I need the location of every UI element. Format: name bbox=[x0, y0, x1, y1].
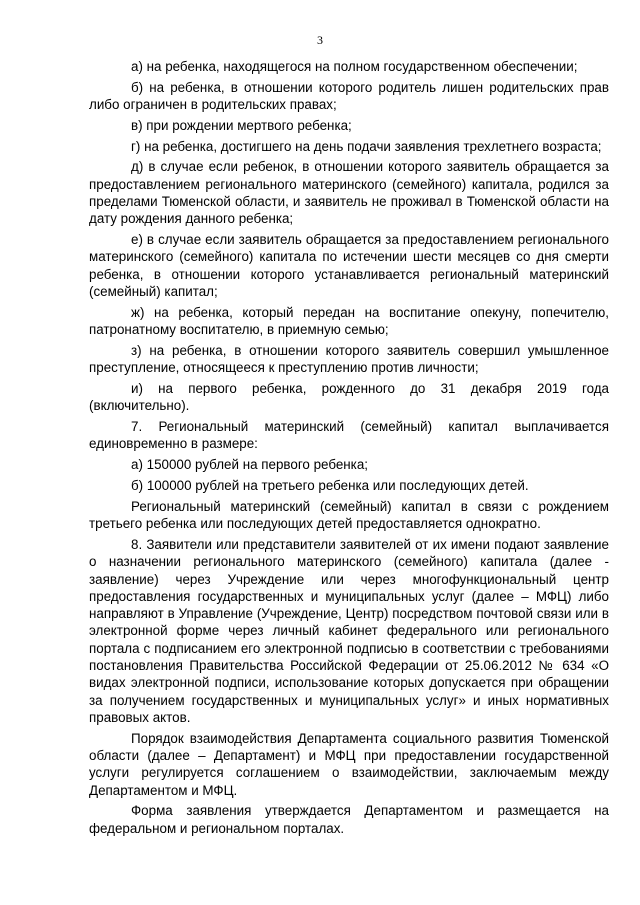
clause-8-application: 8. Заявители или представители заявителей от их имени подают заявление о назначении регионального материнского (семейного) капитала (далее - заявление) через Учреждение или через многофункциональный центр предоставления государственных и муниципальных услуг (далее – МФЦ) либо направляют в Управление (Учреждение, Центр) посредством почтовой связи или в электронной форме через личный кабинет федерального или регионального портала с подписанием его электронной подписью в соответствии с требованиями постановления Правительства Российской Федерации от 25.06.2012 № 634 «О видах электронной подписи, использование которых допускается при обращении за получением государственных и муниципальных услуг» и иных нормативных правовых актов. bbox=[89, 536, 609, 725]
clause-7-amount: 7. Региональный материнский (семейный) капитал выплачивается единовременно в размере: bbox=[89, 419, 609, 452]
clause-7-once-only: Региональный материнский (семейный) капитал в связи с рождением третьего ребенка или последующих детей предоставляется однократно. bbox=[89, 498, 609, 532]
paragraph-zh-guardian: ж) на ребенка, который передан на воспитание опекуну, попечителю, патронатному воспитателю, в приемную семью; bbox=[89, 304, 609, 338]
paragraph-a-state-care: а) на ребенка, находящегося на полном государственном обеспечении; bbox=[131, 59, 578, 74]
paragraph-i-first-child: и) на первого ребенка, рожденного до 31 декабря 2019 года (включительно). bbox=[89, 381, 609, 414]
paragraph-d-born-outside: д) в случае если ребенок, в отношении которого заявитель обращается за предоставлением регионального материнского (семейного) капитала, родился за пределами Тюменской области, и заявитель не проживал в Тюменской области на дату рождения данного ребенка; bbox=[89, 159, 609, 227]
paragraph-v-stillborn: в) при рождении мертвого ребенка; bbox=[131, 117, 352, 133]
paragraph-e-six-months: е) в случае если заявитель обращается за предоставлением регионального материнского (семейного) капитала по истечении шести месяцев со дня смерти ребенка, в отношении которого устанавливается региональный материнский (семейный) капитал; bbox=[89, 232, 609, 300]
paragraph-b-deprived-rights: б) на ребенка, в отношении которого родитель лишен родительских прав либо ограничен в родительских правах; bbox=[89, 79, 609, 113]
clause-7-first-child-amount: а) 150000 рублей на первого ребенка; bbox=[131, 457, 369, 473]
document-body bbox=[89, 58, 609, 840]
page-number: 3 bbox=[317, 33, 323, 47]
clause-8-form: Форма заявления утверждается Департаментом и размещается на федеральном и региональном порталах. bbox=[89, 803, 609, 836]
clause-7-third-child-amount: б) 100000 рублей на третьего ребенка или последующих детей. bbox=[131, 478, 529, 494]
clause-8-interaction: Порядок взаимодействия Департамента социального развития Тюменской области (далее – Департамент) и МФЦ при предоставлении государственной услуги регулируется соглашением о взаимодействии, заключаемым между Департаментом и МФЦ. bbox=[89, 730, 609, 798]
paragraph-g-three-years: г) на ребенка, достигшего на день подачи заявления трехлетнего возраста; bbox=[131, 138, 602, 154]
paragraph-z-crime: з) на ребенка, в отношении которого заявитель совершил умышленное преступление, относящееся к преступлению против личности; bbox=[89, 342, 609, 376]
